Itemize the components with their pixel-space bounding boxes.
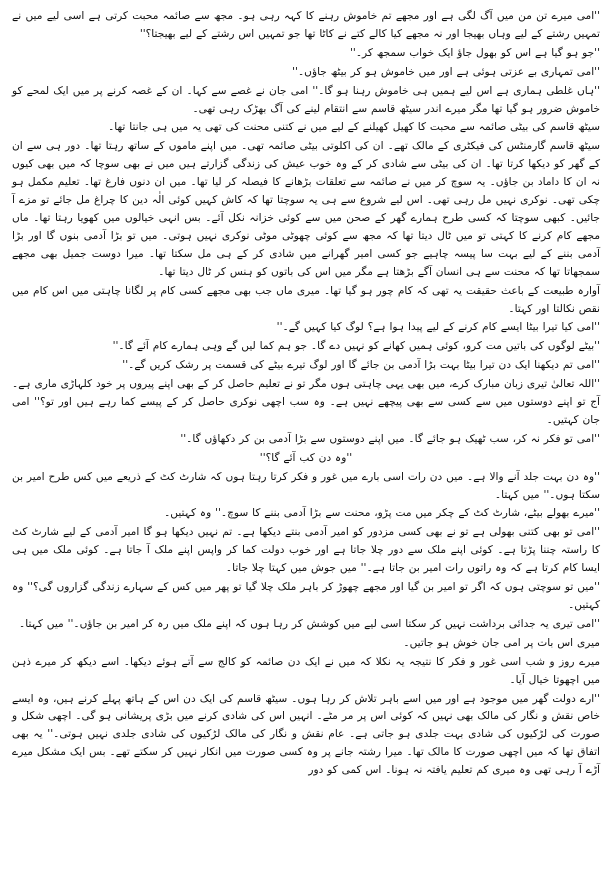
paragraph-13: ''وہ دن کب آئے گا؟''	[259, 451, 353, 464]
paragraph-12: ''امی تو فکر نہ کر، سب ٹھیک ہو جائے گا۔ میں اپنے دوستوں سے بڑا آدمی بن کر دکھاؤں گا۔''	[180, 432, 600, 445]
paragraph-9: ''بیٹے لوگوں کی باتیں مت کرو، کوئی ہمیں کھانے کو نہیں دے گا۔ جو ہم کما لیں گے وہی ہمارے کام آئے گا۔''	[112, 340, 600, 353]
paragraph-3: ''امی تمہاری بے عزتی ہوئی ہے اور میں خاموش ہو کر بیٹھ جاؤں۔''	[292, 65, 600, 78]
paragraph-7: آوارہ طبیعت کے باعث حقیقت یہ تھی کہ کام چور ہو گیا تھا۔ میری ماں جب بھی مجھے کسی کام پر لگانا چاہتی میں اس کام میں نقص نکالتا اور کہتا۔	[12, 284, 600, 315]
paragraph-2: ''جو ہو گیا ہے اس کو بھول جاؤ ایک خواب سمجھ کر۔''	[350, 46, 600, 59]
paragraph-18: ''امی تیری یہ جدائی برداشت نہیں کر سکتا اسی لیے میں کوشش کر رہا ہوں کہ اپنے ملک میں رہ کر امیر بن جاؤں۔'' میں کہتا۔	[19, 617, 600, 630]
paragraph-20: میرے روز و شب اسی غور و فکر کا نتیجہ یہ نکلا کہ میں نے ایک دن صائمہ کو کالج سے آتے ہوئے دیکھا۔ اسے دیکھ کر میرے ذہن میں اچھوتا خیال آیا۔	[12, 655, 600, 686]
paragraph-6: سیٹھ قاسم گارمنٹس کی فیکٹری کے مالک تھے۔ ان کی اکلوتی بیٹی صائمہ تھی۔ میں اپنے ماموں کے ساتھ رہتا تھا۔ دور ہی سے ان کے گھر کو دیکھا کرتا تھا۔ ان کی بیٹی سے شادی کر کے وہ خوب عیش کی زندگی گزارتے ہیں میں نے بھی سوچا کہ میں بھی کیوں نہ ان کا داماد بن جاؤں۔ یہ سوچ کر میں نے صائمہ سے تعلقات بڑھانے کا فیصلہ کر لیا تھا۔ میں ان دنوں فارغ تھا۔ تعلیم مکمل ہو چکی تھی۔ نوکری نہیں مل رہی تھی۔ اس لیے شروع سے ہی یہ سوچتا تھا کہ کاش کہیں کوئی الٰہ دین کا چراغ مل جائے تو مزے آ جائیں۔ کبھی سوچتا کہ کسی طرح ہمارے گھر کے صحن میں سے کوئی خزانہ نکل آئے۔ بس انہی خیالوں میں کھویا رہتا تھا۔ ماں مجھے کام کرنے کا کہتی تو میں ٹال دیتا تھا کہ مجھ سے کوئی چھوٹی موٹی نوکری نہیں ہوتی۔ میں تو بڑا آدمی بنوں گا اور بڑا آدمی بننے کے لیے بہت سا پیسہ چاہیے جو کسی امیر گھرانے میں شادی کر کے ہی مل سکتا تھا۔ میرا دوست جمیل بھی مجھے سمجھاتا تھا کہ محنت سے ہی انسان آگے بڑھتا ہے مگر میں اس کی باتوں کو ہنس کر ٹال دیتا تھا۔	[12, 140, 600, 278]
paragraph-21: ''ارے دولت گھر میں موجود ہے اور میں اسے باہر تلاش کر رہا ہوں۔ سیٹھ قاسم کی ایک دن اس کے ہاتھ پہلے کرنے ہیں، وہ ایسے خاص نقش و نگار کی مالک بھی نہیں کہ کوئی اس پر مر مٹے۔ انہیں اس کی شادی کرنے میں بڑی پریشانی ہو گی۔ اچھی شکل و صورت کی لڑکیوں کی شادی بہت جلدی ہو جاتی ہے۔ عام نقش و نگار کی مالک لڑکیوں کی شادی جلدی نہیں ہوتی۔'' یہ بھی اتفاق تھا کہ میں اچھی صورت کا مالک تھا۔ میرا رشتہ جانے پر وہ کسی صورت میں انکار نہیں کر سکتے تھے۔ بس ایک مشکل میرے آڑے آ رہی تھی وہ میری کم تعلیم یافتہ نہ ہونا۔ اس کمی کو دور	[12, 692, 600, 777]
paragraph-16: ''امی تو بھی کتنی بھولی ہے تو نے بھی کسی مزدور کو امیر آدمی بنتے دیکھا ہے۔ تم نہیں دیکھا ہو گا امیر آدمی کے لیے شارٹ کٹ کا راستہ چننا پڑتا ہے۔ کوئی اپنے ملک سے دور چلا جاتا ہے اور خوب دولت کما کر واپس اپنے ملک آ جاتا ہے۔ کوئی ملک میں ہی ایسا کام کرتا ہے کہ وہ راتوں رات امیر بن جاتا ہے۔'' میں جوش میں کہتا چلا جاتا۔	[12, 526, 600, 575]
paragraph-15: ''میرے بھولے بیٹے، شارٹ کٹ کے چکر میں مت پڑو، محنت سے بڑا آدمی بننے کا سوچ۔'' وہ کہتیں۔	[164, 507, 600, 520]
paragraph-1: ''امی میرے تن من میں آگ لگی ہے اور مجھے تم خاموش رہنے کا کہہ رہی ہو۔ مجھ سے صائمہ محبت کرتی ہے اسی لیے میں نے تمہیں رشتے کے لیے وہاں بھیجا اور نہ مجھے کیا کالے کتے نے کاٹا تھا جو تمہیں اس رشتے کے لیے بھیجتا؟''	[12, 10, 600, 40]
paragraph-8: ''امی کیا تیرا بیٹا ایسے کام کرنے کے لیے پیدا ہوا ہے؟ لوگ کیا کہیں گے۔''	[276, 321, 600, 334]
paragraph-10: ''امی تم دیکھنا ایک دن تیرا بیٹا بہت بڑا آدمی بن جائے گا اور لوگ تیرے بیٹے کی قسمت پر رشک کریں گے۔''	[122, 359, 600, 372]
paragraph-14: ''وہ دن بہت جلد آنے والا ہے۔ میں دن رات اسی بارے میں غور و فکر کرتا رہتا ہوں کہ شارٹ کٹ کے ذریعے میں کس طرح امیر بن سکتا ہوں۔'' میں کہتا۔	[12, 470, 600, 501]
paragraph-11: ''اللہ تعالیٰ تیری زبان مبارک کرے، میں بھی یہی چاہتی ہوں مگر تو نے تعلیم حاصل کر کے بھی اپنے پیروں پر خود کلہاڑی ماری ہے۔ آج تو اپنے دوستوں میں سے کسی سے بھی پیچھے نہیں ہے۔ وہ سب اچھی نوکری حاصل کر کے پیسے کما رہے ہیں اور تو؟'' امی جان کہتیں۔	[12, 378, 600, 426]
paragraph-17: ''میں تو سوچتی ہوں کہ اگر تو امیر بن گیا اور مجھے چھوڑ کر باہر ملک چلا گیا تو پھر میں کس کے سہارے زندگی گزاروں گی؟'' وہ کہتیں۔	[12, 581, 600, 611]
paragraph-4: ''ہاں غلطی ہماری ہے اس لیے ہمیں ہی خاموش رہنا ہو گا۔'' امی جان نے غصے سے کہا۔ ان کے غصہ کرنے پر میں ایک لمحے کو خاموش ضرور ہو گیا تھا مگر میرے اندر سیٹھ قاسم سے انتقام لینے کی آگ بھڑک رہی تھی۔	[12, 84, 600, 115]
paragraph-19: میری اس بات پر امی جان خوش ہو جاتیں۔	[403, 636, 600, 649]
paragraph-5: سیٹھ قاسم کی بیٹی صائمہ سے محبت کا کھیل کھیلنے کے لیے میں نے کتنی محنت کی تھی یہ میں ہی جانتا تھا۔	[108, 121, 600, 134]
